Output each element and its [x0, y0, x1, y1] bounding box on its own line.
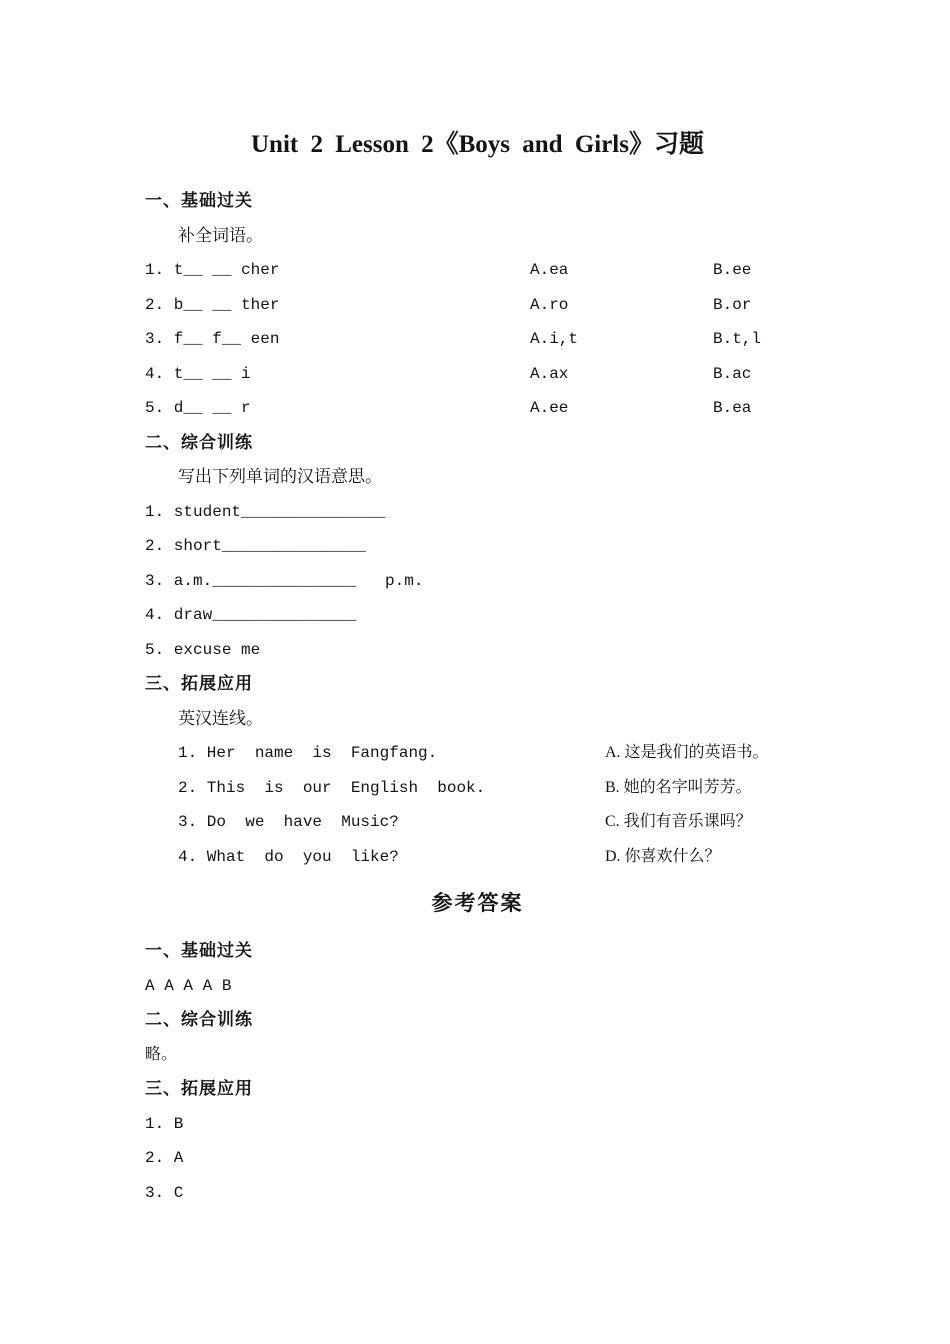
match-chinese: B. 她的名字叫芳芳。 [605, 778, 752, 796]
match-chinese: A. 这是我们的英语书。 [605, 744, 769, 761]
section-2-instruction: 写出下列单词的汉语意思。 [178, 467, 382, 486]
answer-section-2-value: 略。 [145, 1045, 178, 1063]
match-item [145, 805, 810, 840]
fill-blank-word: 4. t__ __ i [145, 364, 251, 383]
option-b: B.ac [713, 364, 752, 383]
option-a: A.i,t [530, 330, 579, 348]
translate-item: 2. short_______________ [145, 537, 366, 555]
match-english: 2. This is our English book. [178, 778, 486, 797]
answer-section-3-heading: 三、拓展应用 [145, 1079, 253, 1098]
translate-item: 1. student_______________ [145, 502, 386, 521]
match-english: 1. Her name is Fangfang. [178, 744, 438, 762]
answer-section-1-value: A A A A B [145, 976, 232, 995]
section-3-heading: 三、拓展应用 [145, 674, 253, 693]
answer-section-title: 参考答案 [431, 892, 524, 915]
spacer [145, 162, 810, 184]
fill-blank-item [145, 391, 810, 426]
translate-item: 5. excuse me [145, 640, 261, 659]
fill-blank-word: 3. f__ f__ een [145, 330, 280, 348]
option-b: B.or [713, 295, 752, 314]
section-3-instruction: 英汉连线。 [178, 708, 263, 728]
fill-blank-word: 5. d__ __ r [145, 399, 251, 417]
answer-item: 2. A [145, 1149, 184, 1167]
answer-item: 3. C [145, 1183, 184, 1202]
translate-item: 4. draw_______________ [145, 606, 357, 624]
section-2-heading: 二、综合训练 [145, 432, 253, 452]
match-english: 3. Do we have Music? [178, 813, 399, 831]
option-b: B.ee [713, 261, 752, 279]
translate-item: 3. a.m._______________ p.m. [145, 571, 424, 590]
match-chinese: C. 我们有音乐课吗？ [605, 813, 752, 830]
match-english: 4. What do you like? [178, 847, 399, 866]
section-1-instruction: 补全词语。 [178, 225, 263, 245]
section-1-heading: 一、基础过关 [145, 191, 253, 210]
option-a: A.ea [530, 261, 569, 279]
fill-blank-word: 1. t__ __ cher [145, 261, 280, 279]
fill-blank-word: 2. b__ __ ther [145, 295, 280, 314]
answer-item: 1. B [145, 1114, 184, 1133]
option-b: B.t,l [713, 330, 762, 348]
match-item [145, 736, 810, 771]
option-a: A.ro [530, 295, 569, 314]
fill-blank-item [145, 357, 810, 392]
option-b: B.ea [713, 399, 752, 417]
answer-section-2-heading: 二、综合训练 [145, 1010, 253, 1029]
fill-blank-item [145, 322, 810, 357]
answer-section-1-heading: 一、基础过关 [145, 941, 253, 960]
fill-blank-item [145, 288, 810, 323]
match-chinese: D. 你喜欢什么？ [605, 847, 721, 865]
option-a: A.ee [530, 399, 569, 417]
option-a: A.ax [530, 364, 569, 383]
match-item [145, 771, 810, 806]
fill-blank-item [145, 253, 810, 288]
match-item [145, 840, 810, 875]
page-title: Unit 2 Lesson 2《Boys and Girls》习题 [251, 131, 704, 158]
